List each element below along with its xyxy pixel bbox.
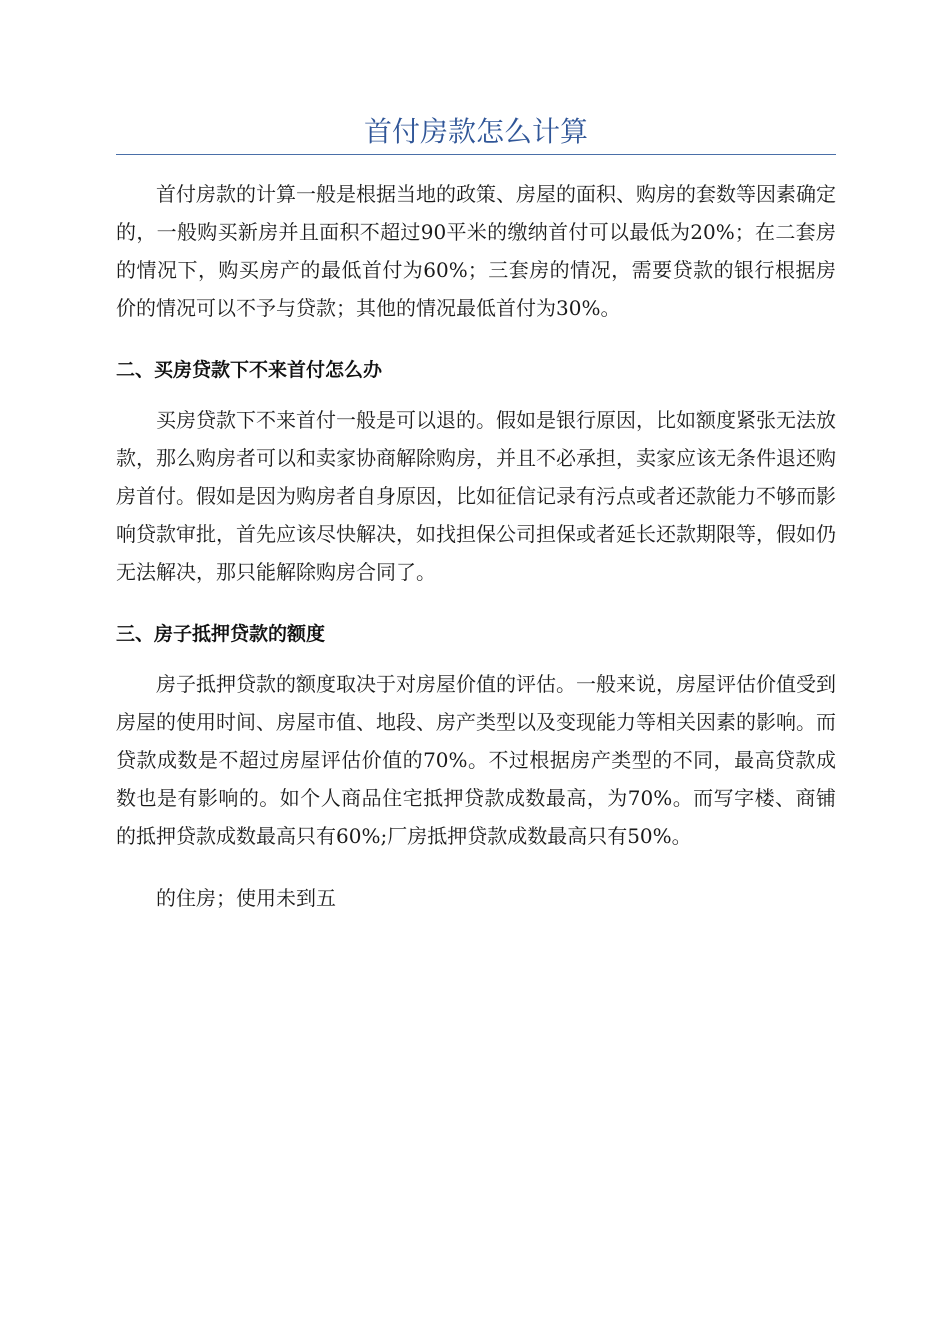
document-title: 首付房款怎么计算: [363, 115, 588, 148]
document-content: [116, 110, 836, 917]
section-heading-mortgage-amount: 三、房子抵押贷款的额度: [116, 623, 326, 645]
section-paragraph-down-payment: 买房贷款下不来首付一般是可以退的。假如是银行原因，比如额度紧张无法放款，那么购房者可以和卖家协商解除购房，并且不必承担，卖家应该无条件退还购房首付。假如是因为购房者自身原因，比如征信记录有污点或者还款能力不够而影响贷款审批，首先应该尽快解决，如找担保公司担保或者延长还款期限等，假如仍无法解决，那只能解除购房合同了。: [116, 408, 836, 584]
intro-paragraph: 首付房款的计算一般是根据当地的政策、房屋的面积、购房的套数等因素确定的，一般购买新房并且面积不超过90平米的缴纳首付可以最低为20%；在二套房的情况下，购买房产的最低首付为60%；三套房的情况，需要贷款的银行根据房价的情况可以不予与贷款；其他的情况最低首付为30%。: [116, 182, 836, 320]
section-heading-down-payment: 二、买房贷款下不来首付怎么办: [116, 359, 383, 381]
section-paragraph-mortgage-amount: 房子抵押贷款的额度取决于对房屋价值的评估。一般来说，房屋评估价值受到房屋的使用时间、房屋市值、地段、房产类型以及变现能力等相关因素的影响。而贷款成数是不超过房屋评估价值的70%。不过根据房产类型的不同，最高贷款成数也是有影响的。如个人商品住宅抵押贷款成数最高，为70%。而写字楼、商铺的抵押贷款成数最高只有60%;厂房抵押贷款成数最高只有50%。: [116, 672, 836, 848]
title-underline: [116, 154, 836, 155]
trailing-fragment: 的住房；使用未到五: [156, 886, 336, 910]
